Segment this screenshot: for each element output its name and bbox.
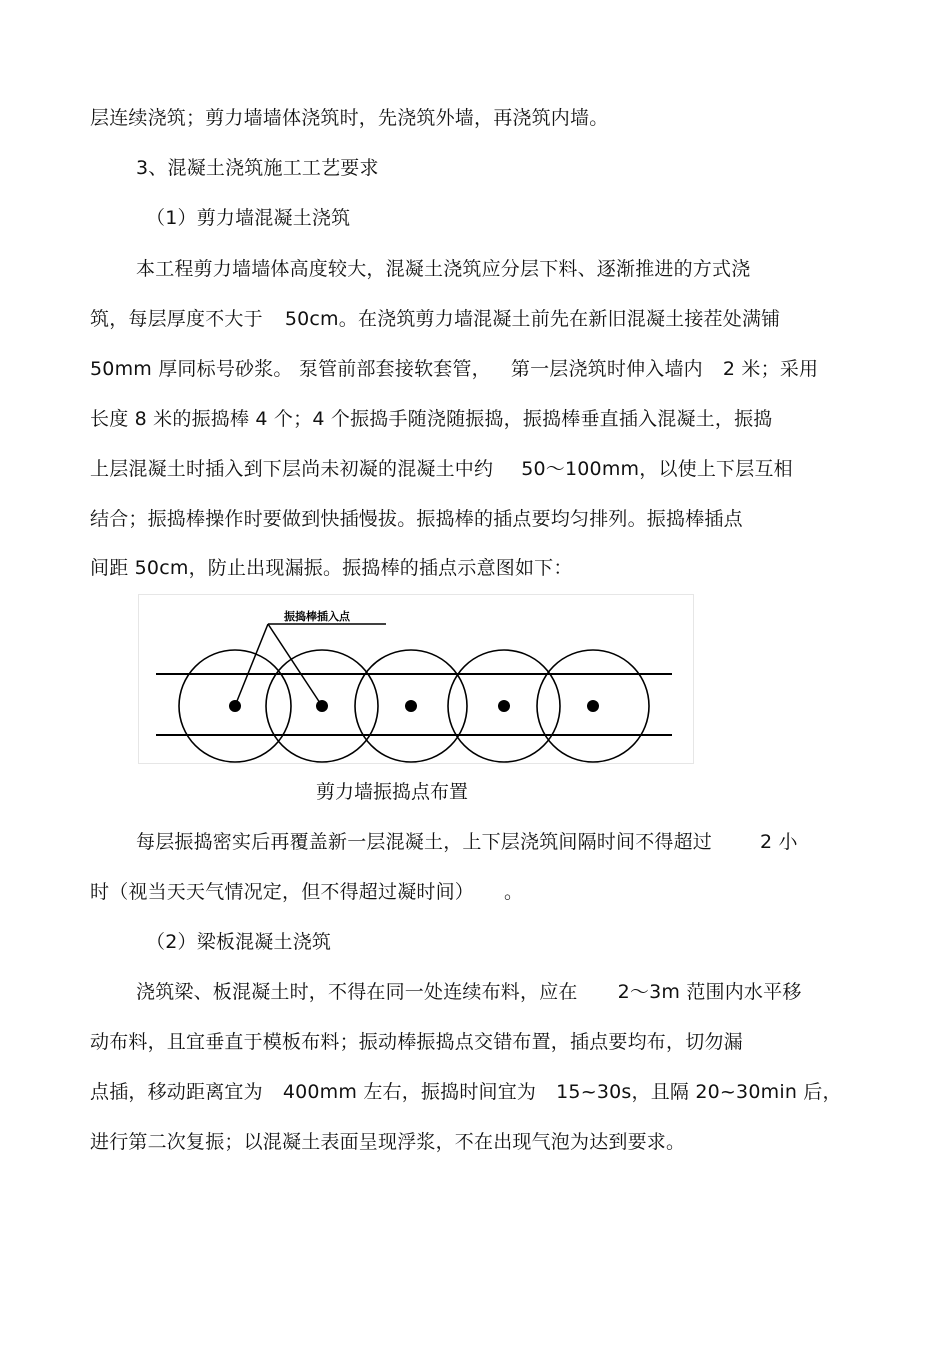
text: 3、混凝土浇筑施工工艺要求	[136, 157, 379, 179]
text: 2 小	[760, 831, 798, 853]
figure-label: 振捣棒插入点	[284, 610, 350, 623]
insertion-point	[405, 700, 417, 712]
paragraph-line	[90, 306, 780, 332]
insertion-point	[498, 700, 510, 712]
text: 动布料，且宜垂直于模板布料；振动棒振捣点交错布置，插点要均布，切勿漏	[90, 1031, 743, 1053]
text: 。	[504, 881, 524, 903]
text: 点插，移动距离宜为	[90, 1081, 263, 1103]
paragraph-line	[90, 1079, 842, 1105]
text: 时（视当天天气情况定，但不得超过凝时间）	[90, 881, 475, 903]
text: 第一层浇筑时伸入墙内	[510, 358, 703, 380]
text: 2～3m 范围内水平移	[617, 981, 802, 1003]
paragraph-line	[90, 406, 772, 432]
text: 浇筑梁、板混凝土时，不得在同一处连续布料，应在	[136, 981, 578, 1003]
paragraph-line	[90, 879, 523, 905]
subsection-heading	[146, 205, 350, 231]
text: （2）梁板混凝土浇筑	[146, 931, 332, 953]
subsection-heading	[146, 929, 331, 955]
paragraph-line	[90, 1129, 685, 1155]
paragraph-line	[90, 555, 573, 581]
paragraph-line	[90, 356, 818, 382]
text: 每层振捣密实后再覆盖新一层混凝土，上下层浇筑间隔时间不得超过	[136, 831, 713, 853]
paragraph-line	[136, 829, 798, 855]
figure-frame	[139, 595, 694, 764]
text: 400mm 左右，振捣时间宜为	[282, 1081, 537, 1103]
insertion-point	[587, 700, 599, 712]
vibrator-insertion-diagram	[138, 594, 694, 764]
text: （1）剪力墙混凝土浇筑	[146, 207, 351, 229]
text: 进行第二次复振；以混凝土表面呈现浮浆，不在出现气泡为达到要求。	[90, 1131, 686, 1153]
text: 层连续浇筑；剪力墙墙体浇筑时，先浇筑外墙，再浇筑内墙。	[90, 107, 609, 129]
text: 50～100mm，以使上下层互相	[521, 458, 793, 480]
figure-caption: 剪力墙振捣点布置	[316, 781, 469, 803]
paragraph-line	[90, 105, 608, 131]
text: 间距 50cm，防止出现漏振。振捣棒的插点示意图如下：	[90, 557, 573, 579]
text: 上层混凝土时插入到下层尚未初凝的混凝土中约	[90, 458, 494, 480]
paragraph-line	[90, 456, 793, 482]
text: 50mm 厚同标号砂浆。 泵管前部套接软套管，	[90, 358, 491, 380]
text: 50cm。在浇筑剪力墙混凝土前先在新旧混凝土接茬处满铺	[284, 308, 781, 330]
paragraph-line	[90, 1029, 743, 1055]
text: 2 米；采用	[722, 358, 819, 380]
section-heading	[136, 155, 379, 181]
text: 15~30s，且隔 20~30min 后，	[556, 1081, 842, 1103]
text: 筑，每层厚度不大于	[90, 308, 263, 330]
text: 长度 8 米的振捣棒 4 个；4 个振捣手随浇随振捣，振捣棒垂直插入混凝土，振捣	[90, 408, 773, 430]
paragraph-line	[90, 506, 743, 532]
text: 结合；振捣棒操作时要做到快插慢拔。振捣棒的插点要均匀排列。振捣棒插点	[90, 508, 743, 530]
paragraph-line	[136, 256, 750, 282]
paragraph-line	[136, 979, 802, 1005]
text: 本工程剪力墙墙体高度较大，混凝土浇筑应分层下料、逐渐推进的方式浇	[136, 258, 751, 280]
